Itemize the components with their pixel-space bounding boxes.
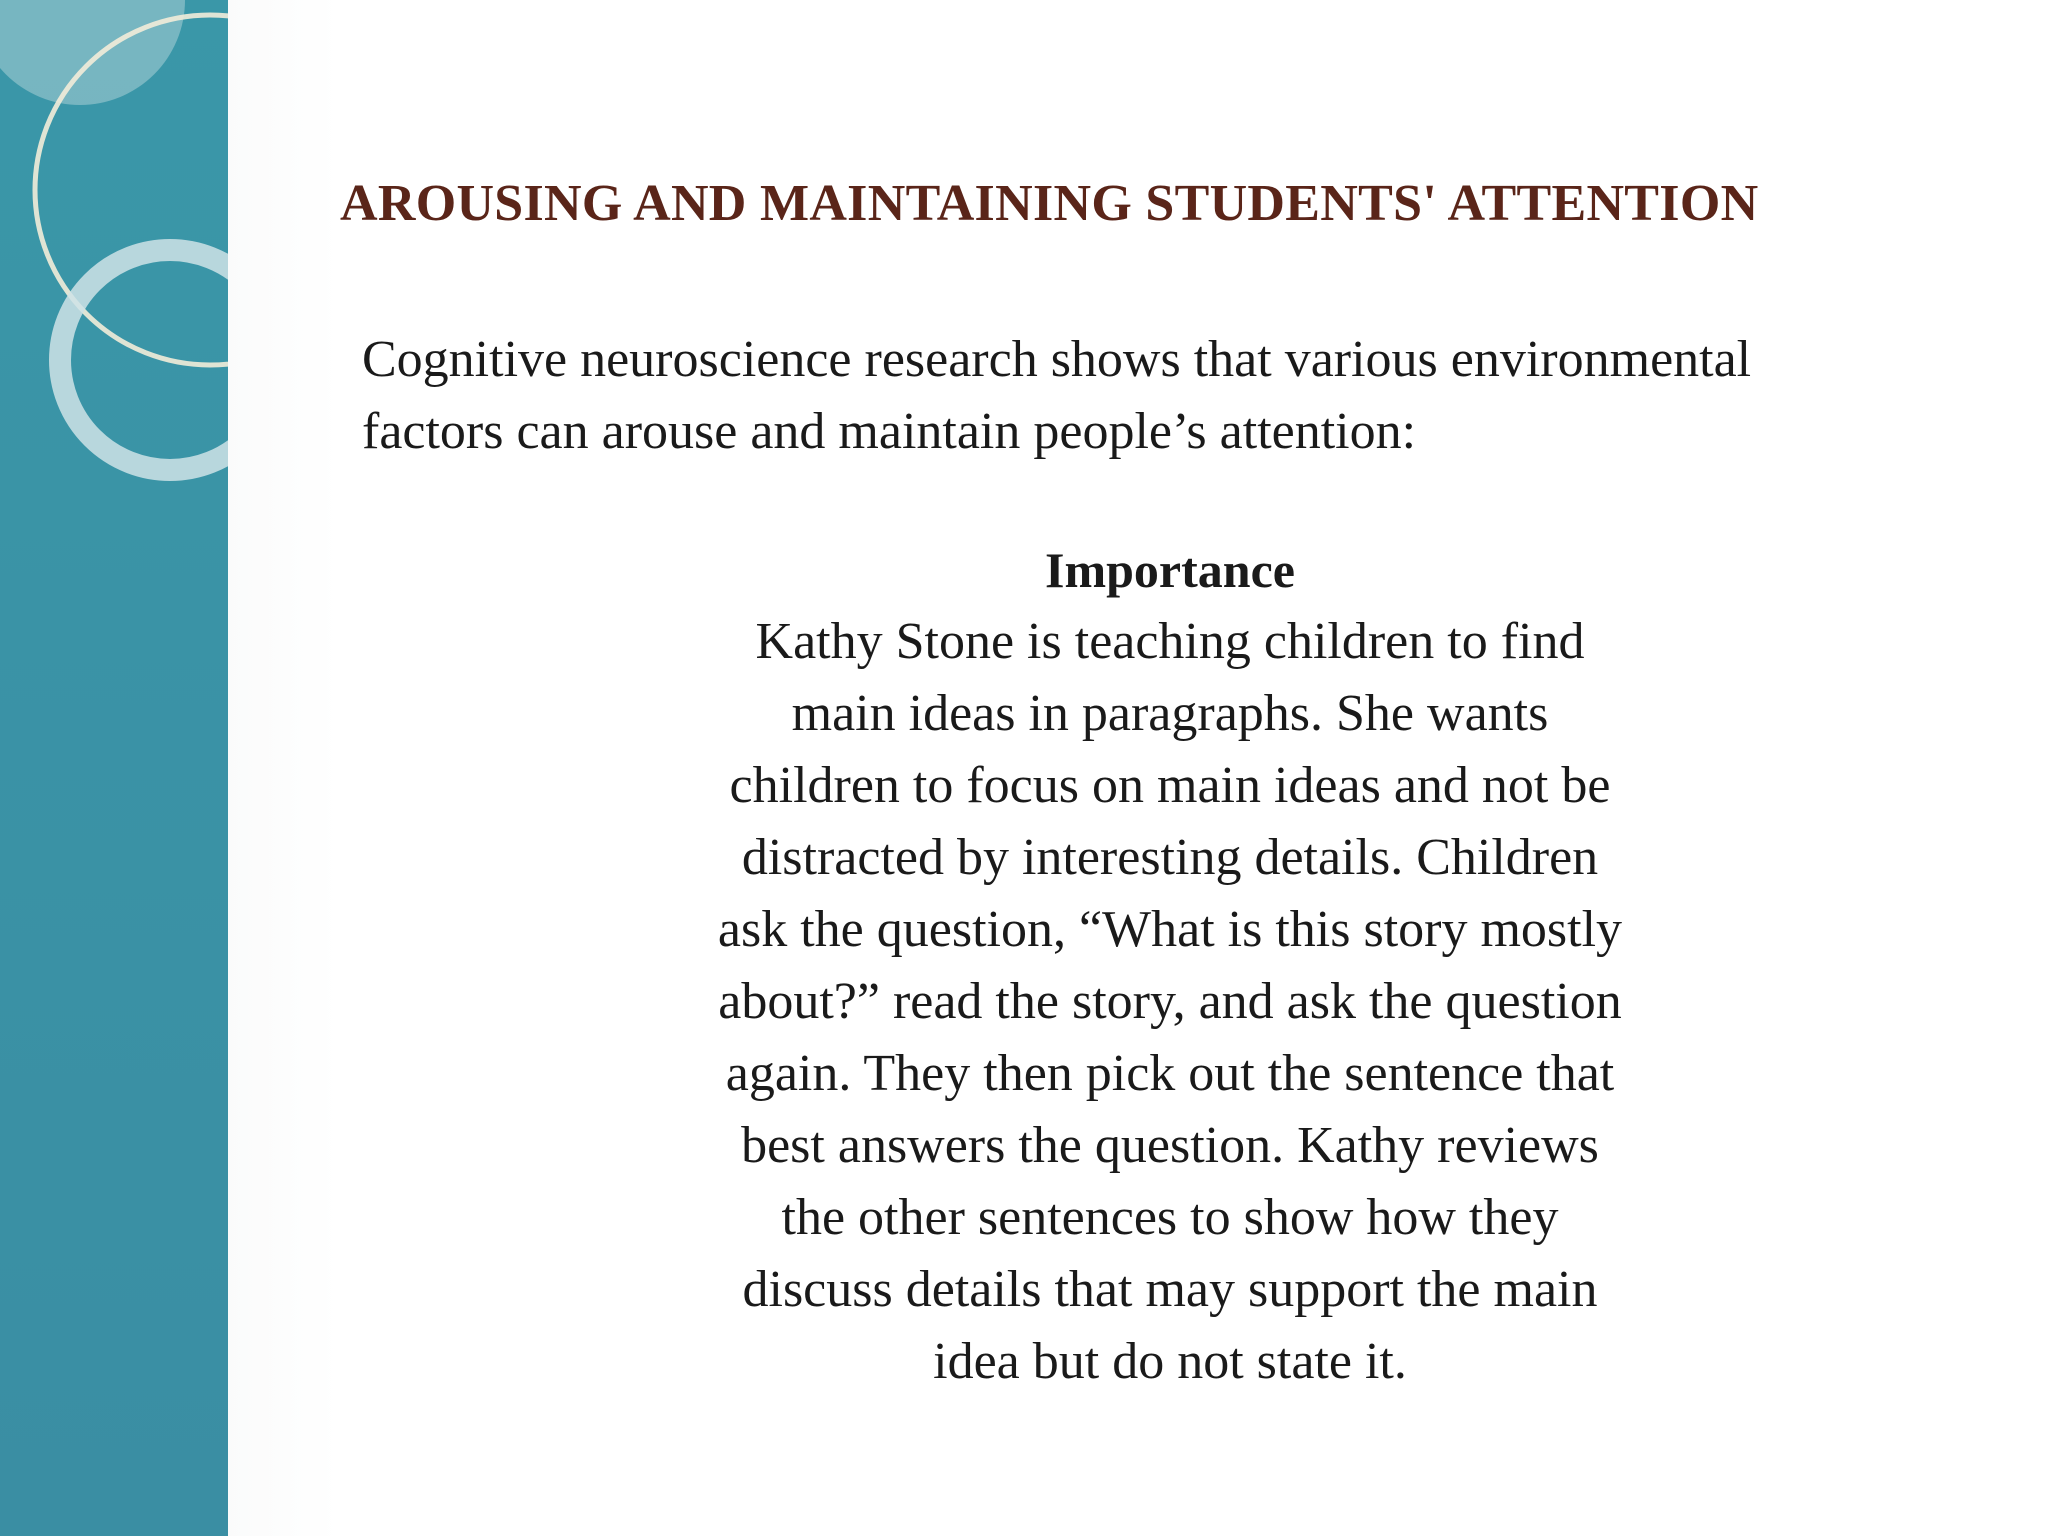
body-line: distracted by interesting details. Children <box>741 829 1599 886</box>
body-line: best answers the question. Kathy reviews <box>741 1117 1599 1174</box>
slide-title: AROUSING AND MAINTAINING STUDENTS' ATTENTION <box>340 175 1759 232</box>
decorative-circles-icon <box>0 0 228 520</box>
body-line: children to focus on main ideas and not be <box>729 757 1611 814</box>
body-line: again. They then pick out the sentence that <box>725 1045 1615 1102</box>
intro-line: Cognitive neuroscience research shows that various environmental <box>362 331 1752 388</box>
deco-small-ring <box>60 250 228 470</box>
importance-section <box>640 534 1700 1398</box>
body-line: the other sentences to show how they <box>781 1189 1559 1246</box>
deco-filled-circle <box>0 0 185 105</box>
body-line: about?” read the story, and ask the question <box>718 973 1622 1030</box>
section-heading: Importance <box>1045 542 1295 598</box>
body-line: main ideas in paragraphs. She wants <box>791 685 1549 742</box>
intro-line: factors can arouse and maintain people’s attention: <box>362 403 1417 460</box>
body-line: idea but do not state it. <box>933 1333 1407 1390</box>
body-line: ask the question, “What is this story mostly <box>717 901 1623 958</box>
body-line: discuss details that may support the main <box>742 1261 1598 1318</box>
intro-paragraph <box>362 324 1922 468</box>
body-line: Kathy Stone is teaching children to find <box>755 613 1585 670</box>
